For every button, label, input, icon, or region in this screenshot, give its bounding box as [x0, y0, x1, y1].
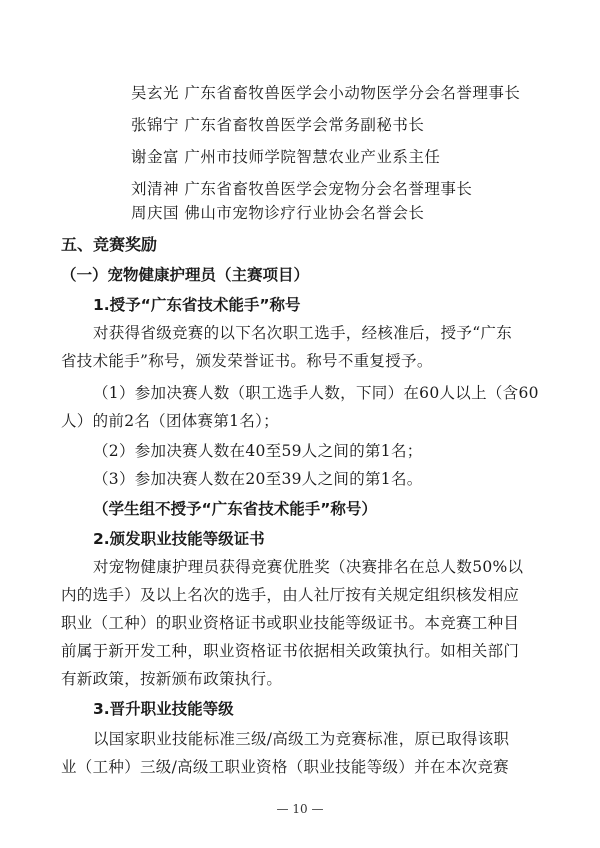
paragraph-line: 内的选手）及以上名次的选手，由人社厅按有关规定组织核发相应 [61, 586, 520, 604]
committee-member: 谢金富 广州市技师学院智慧农业产业系主任 [131, 148, 441, 166]
paragraph-line: 对获得省级竞赛的以下名次职工选手，经核准后，授予“广东 [93, 324, 513, 342]
condition-line: 人）的前2名（团体赛第1名）； [61, 412, 279, 430]
item-heading: 3.晋升职业技能等级 [93, 700, 234, 718]
paragraph-line: 对宠物健康护理员获得竞赛优胜奖（决赛排名在总人数50%以 [93, 558, 524, 576]
paragraph-line: 业（工种）三级/高级工职业资格（职业技能等级）并在本次竞赛 [61, 758, 509, 776]
page-number: — 10 — [276, 802, 324, 816]
committee-member: 刘清神 广东省畜牧兽医学会宠物分会名誉理事长 [131, 180, 473, 198]
paragraph-line: 前属于新开发工种，职业资格证书依据相关政策执行。如相关部门 [61, 642, 520, 660]
subsection-heading: （一）宠物健康护理员（主赛项目） [61, 266, 310, 284]
paragraph-line: 职业（工种）的职业资格证书或职业技能等级证书。本竞赛工种目 [61, 614, 520, 632]
condition-line: （3）参加决赛人数在20至39人之间的第1名。 [93, 470, 423, 488]
committee-member: 吴玄光 广东省畜牧兽医学会小动物医学分会名誉理事长 [131, 84, 521, 102]
paragraph-line: 有新政策，按新颁布政策执行。 [61, 670, 283, 688]
condition-line: （1）参加决赛人数（职工选手人数，下同）在60人以上（含60 [93, 384, 539, 402]
item-heading: 1.授予“广东省技术能手”称号 [93, 296, 301, 314]
condition-line: （2）参加决赛人数在40至59人之间的第1名； [93, 442, 423, 460]
paragraph-line: 省技术能手”称号，颁发荣誉证书。称号不重复授予。 [61, 352, 433, 370]
committee-member: 张锦宁 广东省畜牧兽医学会常务副秘书长 [131, 116, 425, 134]
section-heading: 五、竞赛奖励 [61, 235, 158, 254]
paragraph-line: 以国家职业技能标准三级/高级工为竞赛标准，原已取得该职 [93, 730, 510, 748]
note-line: （学生组不授予“广东省技术能手”称号） [93, 500, 377, 518]
committee-member: 周庆国 佛山市宠物诊疗行业协会名誉会长 [131, 204, 425, 222]
item-heading: 2.颁发职业技能等级证书 [93, 530, 265, 548]
